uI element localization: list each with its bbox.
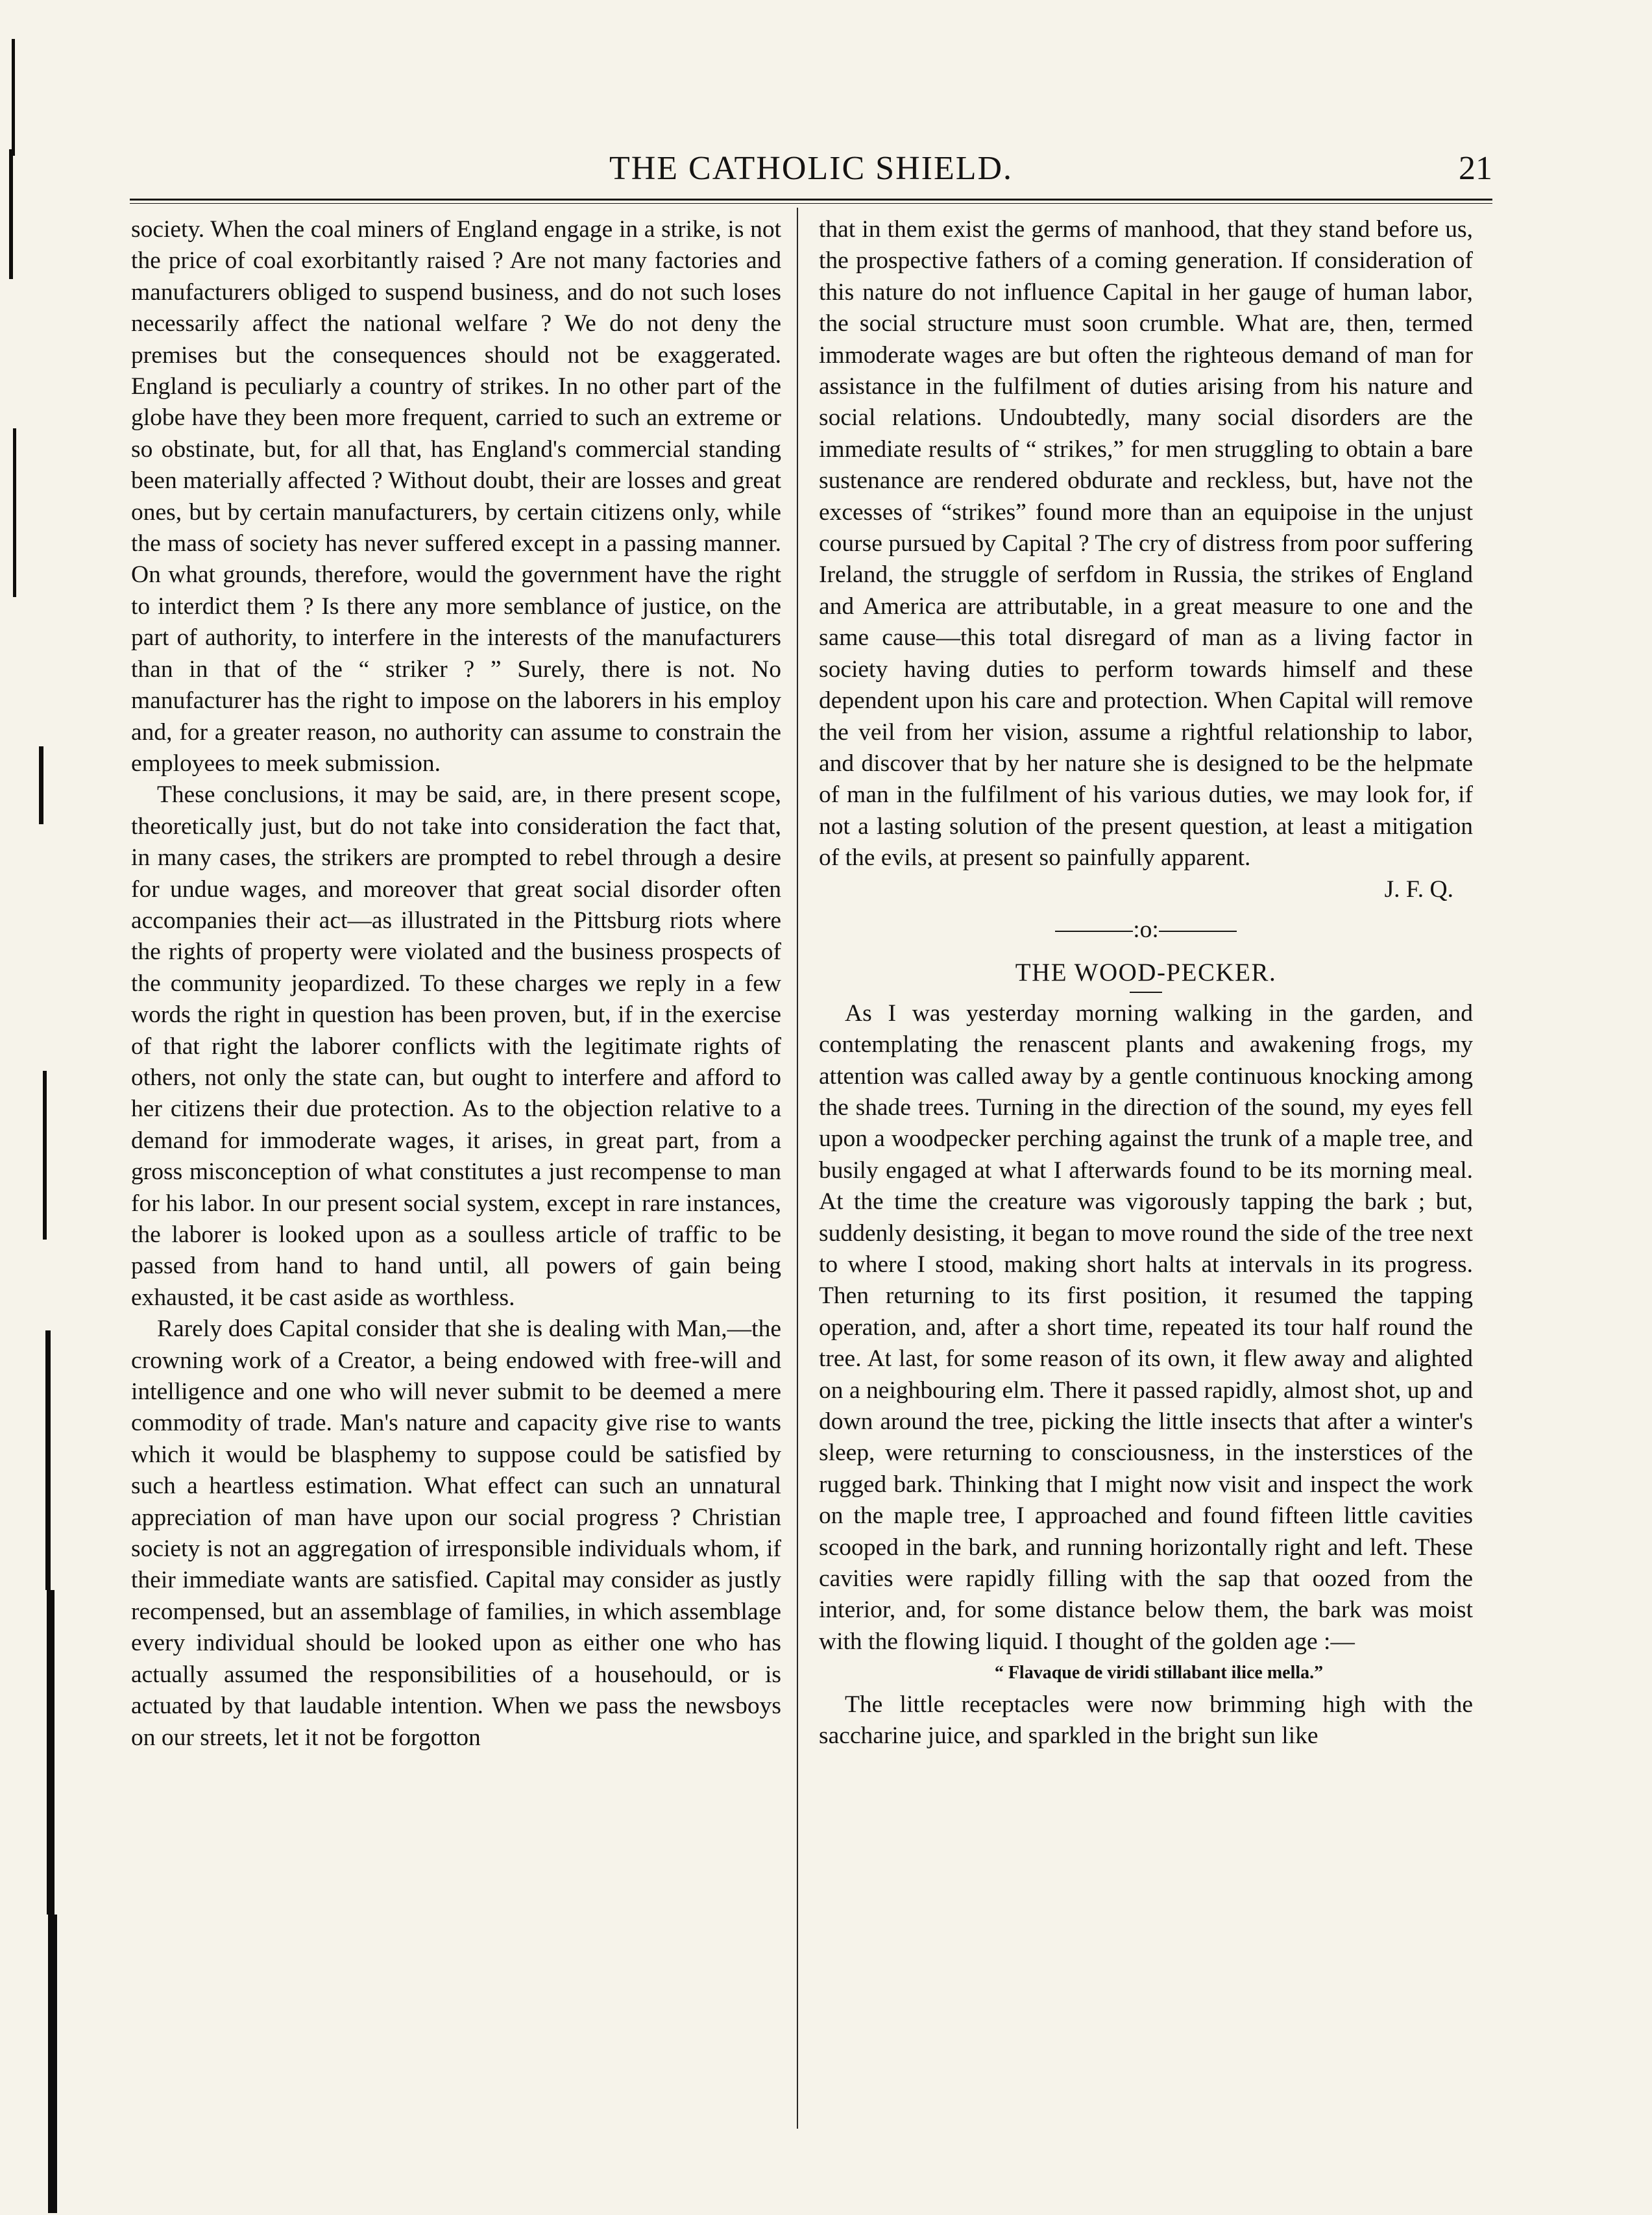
separator-mark: :o: — [1133, 916, 1159, 943]
paragraph: society. When the coal miners of England engage in a strike, is not the price of coal exorbitantly raised ? Are not many factories and manufacturers obliged to suspend business, and do not such loses necessarily affect the national welfare ? We do not deny the premises but the consequences should not be exaggerated. England is peculiarly a country of strikes. In no other part of the globe have they been more frequent, carried to such an extreme or so obstinate, but, for all that, has England's commercial standing been materially affected ? Without doubt, their are losses and great ones, but by certain manufacturers, by certain citizens only, while the mass of society has never suffered except in a passing manner. On what grounds, therefore, would the government have the right to interdict them ? Is there any more semblance of justice, on the part of authority, to interfere in the interests of the manufacturers than in that of the “ striker ? ” Surely, there is not. No manufacturer has the right to impose on the laborers in his employ and, for a greater reason, no authority can assume to constrain the employees to meek submission. — [131, 216, 781, 777]
paragraph: As I was yesterday morning walking in the garden, and contemplating the renascent plants and awakening frogs, my attention was called away by a gentle continuous knocking among the shade trees. Turning in the direction of the sound, my eyes fell upon a woodpecker perching against the trunk of a maple tree, and busily engaged at what I afterwards found to be its morning meal. At the time the creature was vigorously tapping the bark ; but, suddenly desisting, it began to move round the side of the tree next to where I stood, making short halts at intervals in its progress. Then returning to its first position, it resumed the tapping operation, and, after a short time, repeated its tour half round the tree. At last, for some reason of its own, it flew away and alighted on a neighbouring elm. There it passed rapidly, almost shot, up and down around the tree, picking the little insects that after a winter's sleep, were returning to consciousness, in the insterstices of the rugged bark. Thinking that I might now visit and inspect the work on the maple tree, I approached and found fifteen little cavities scooped in the bark, and running horizontally right and left. These cavities were rapidly filling with the sap that oozed from the interior, and, for some distance below them, the bark was moist with the flowing liquid. I thought of the golden age :— — [819, 999, 1473, 1655]
article-title: THE WOOD-PECKER. — [1015, 959, 1277, 987]
paragraph: These conclusions, it may be said, are, in there present scope, theoretically just, but do not take into consideration the fact that, in many cases, the strikers are prompted to rebel through a desire for undue wages, and moreover that great social disorder often accompanies their act—as illustrated in the Pittsburg riots where the rights of property were violated and the business prospects of the community jeopardized. To these charges we reply in a few words the right in question has been proven, but, if in the exercise of that right the laborer conflicts with the legitimate rights of others, not only the state can, but ought to interfere and afford to her citizens their due protection. As to the objection relative to a demand for immoderate wages, it arises, in great part, from a gross misconception of what constitutes a just recompense to man for his labor. In our present social system, except in rare instances, the laborer is looked upon as a soulless article of traffic to be passed from hand to hand until, all powers of gain being exhausted, it be cast aside as worthless. — [131, 781, 781, 1311]
left-column — [131, 214, 781, 2135]
paragraph: that in them exist the germs of manhood, that they stand before us, the prospective fathers of a coming generation. If consideration of this nature do not influence Capital in her gauge of human labor, the social structure must soon crumble. What are, then, termed immoderate wages are but often the righteous demand of man for assistance in the fulfilment of duties arising from his nature and social relations. Undoubtedly, many social disorders are the immediate results of “ strikes,” for men struggling to obtain a bare sustenance are rendered obdurate and reckless, but, have not the excesses of “strikes” found more than an equipoise in the unjust course pursued by Capital ? The cry of distress from poor suffering Ireland, the struggle of serfdom in Russia, the strikes of England and America are attributable, in a great measure to one and the same cause—this total disregard of man as a living factor in society having duties to perform towards himself and these dependent upon his care and protection. When Capital will remove the veil from her vision, assume a rightful relationship to labor, and discover that by her nature she is designed to be the helpmate of man in the fulfilment of his various duties, we may look for, if not a lasting solution of the present question, at least a mitigation of the evils, at present so painfully apparent. — [819, 216, 1473, 872]
binding-edge — [0, 0, 71, 2215]
paragraph: The little receptacles were now brimming high with the saccharine juice, and sparkled in the bright sun like — [819, 1691, 1473, 1750]
right-column — [819, 214, 1473, 2135]
journal-title: THE CATHOLIC SHIELD. — [609, 150, 1014, 187]
latin-quote: “ Flavaque de viridi stillabant ilice mella.” — [994, 1663, 1324, 1683]
header-rule — [130, 199, 1492, 204]
section-separator — [819, 914, 1473, 946]
page-number: 21 — [1459, 150, 1492, 187]
page-header — [130, 143, 1492, 195]
author-signature: J. F. Q. — [1384, 875, 1453, 903]
title-rule — [1130, 992, 1162, 993]
paragraph: Rarely does Capital consider that she is dealing with Man,—the crowning work of a Creator, a being endowed with free-will and intelligence and one who will never submit to be deemed a mere commodity of trade. Man's nature and capacity give rise to wants which it would be blasphemy to suppose could be satisfied by such a heartless estimation. What effect can such an unnatural appreciation of man have upon our social progress ? Christian society is not an aggregation of irresponsible individuals whom, if their immediate wants are satisfied. Capital may consider as justly recompensed, but an assemblage of families, in which assemblage every individual should be looked upon as either one who has actually assumed the responsibilities of a househould, or is actuated by that laudable intention. When we pass the newsboys on our streets, let it not be forgotton — [131, 1316, 781, 1751]
column-divider — [797, 208, 798, 2129]
